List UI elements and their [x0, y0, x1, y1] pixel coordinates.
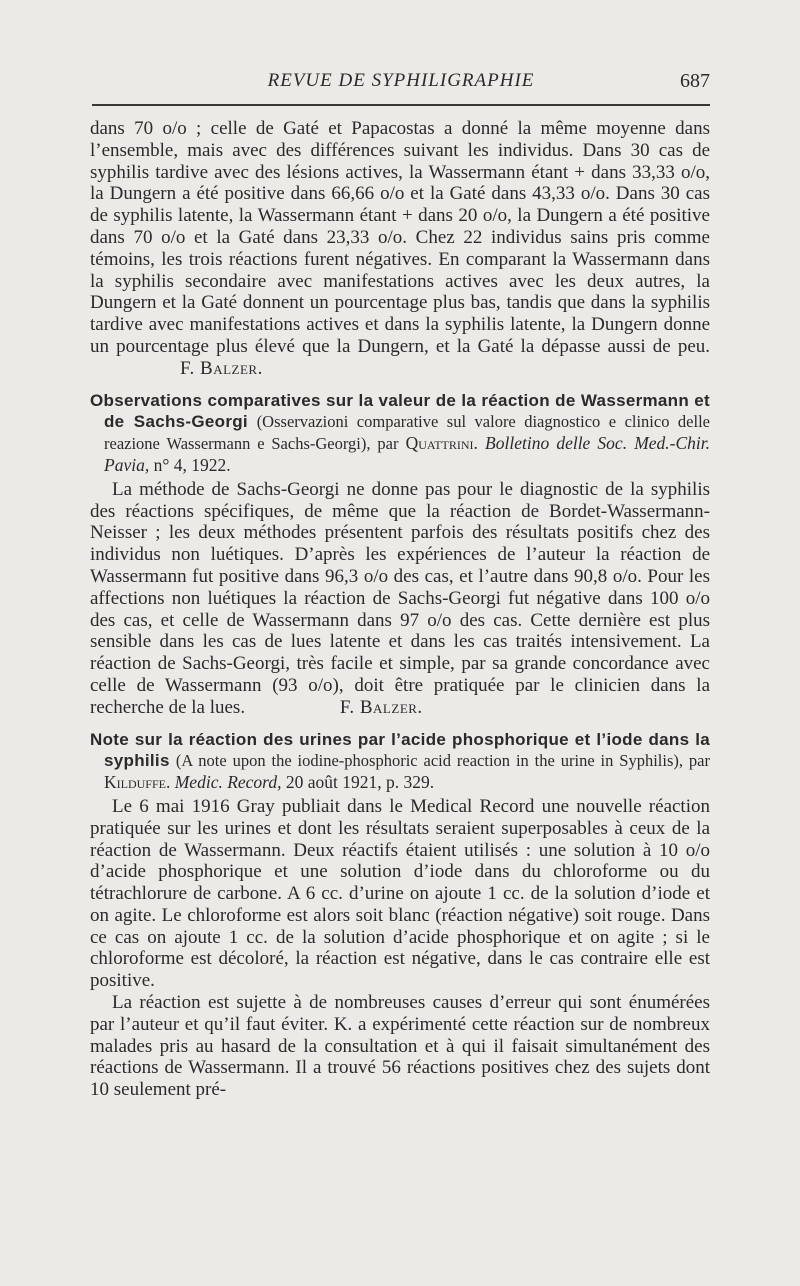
paragraph-text: La réaction est sujette à de nombreuses causes d’erreur qui sont énumérées par l’auteur et qu’il faut éviter. K. a expérimenté cette réaction sur de nombreux malades pris au hasard de la consultation et à qui il faisait simultanément des réactions de Wassermann. Il a trouvé 56 réactions positives chez des sujets dont 10 seulement pré- — [90, 992, 710, 1101]
article-paragraph — [90, 796, 710, 992]
article-author: Kilduffe. — [104, 772, 171, 793]
article-issue: n° 4, 1922. — [153, 454, 231, 475]
article-translation: (A note upon the iodine-phosphoric acid reaction in the urine in Syphilis), par — [175, 751, 710, 771]
paragraph-text: dans 70 o/o ; celle de Gaté et Papacostas a donné la même moyenne dans l’ensemble, mais avec des différences suivant les individus. Dans 30 cas de syphilis tardive avec des lésions actives, la Wassermann étant + dans 33,33 o/o, la Dungern a été positive dans 66,66 o/o et la Gaté dans 43,33 o/o. Dans 30 cas de syphilis latente, la Wassermann étant + dans 20 o/o, la Dungern a été positive dans 70 o/o et la Gaté dans 23,33 o/o. Chez 22 individus sains pris comme témoins, les trois réactions furent négatives. En comparant la Wassermann dans la syphilis secondaire avec manifestations actives avec les deux autres, la Dungern et la Gaté donnent un pourcentage plus bas, tandis que dans la syphilis tardive avec manifestations actives et dans la syphilis latente, la Dungern donne un pourcentage plus élevé que la Dungern, et la Gaté la dépasse aussi de peu. — [90, 118, 710, 357]
article-heading — [90, 729, 710, 794]
article-heading — [90, 390, 710, 477]
article-title: Observations comparatives sur la valeur de la réaction de Wassermann et de Sachs-Georgi — [90, 390, 710, 432]
header-rule — [92, 104, 710, 106]
page-header — [92, 70, 710, 96]
article-source: Medic. Record, — [174, 772, 282, 793]
article-translation: (Osservazioni comparative sul valore diagnostico e clinico delle reazione Wassermann e Sachs-Georgi), par — [104, 412, 710, 454]
page-number: 687 — [680, 70, 710, 92]
page-body — [90, 118, 710, 1101]
article-issue: 20 août 1921, p. 329. — [285, 772, 435, 793]
article-title: Note sur la réaction des urines par l’acide phosphorique et l’iode dans la syphilis — [90, 729, 710, 771]
continued-paragraph — [90, 118, 710, 380]
article-paragraph — [90, 479, 710, 719]
article-paragraph — [90, 992, 710, 1101]
signature: F. Balzer. — [339, 696, 423, 718]
article-source: Bolletino delle Soc. Med.-Chir. Pavia, — [104, 433, 711, 475]
signature: F. Balzer. — [180, 357, 263, 379]
paragraph-text: La méthode de Sachs-Georgi ne donne pas pour le diagnostic de la syphilis des réactions spécifiques, de même que la réaction de Bordet-Wassermann-Neisser ; les deux méthodes présentent parfois des résultats positifs chez des individus non luétiques. D’après les expériences de l’auteur la réaction de Wassermann fut positive dans 96,3 o/o des cas, et l’autre dans 90,8 o/o. Pour les affections non luétiques la réaction de Sachs-Georgi fut négative dans 100 o/o des cas, et celle de Wassermann dans 97 o/o des cas. Cette dernière est plus sensible dans les cas de lues latente et dans les cas traités intensivement. La réaction de Sachs-Georgi, très facile et simple, par sa grande concordance avec celle de Wassermann (93 o/o), doit être pratiquée par le clinicien dans la recherche de la lues. — [90, 478, 710, 718]
article-author: Quattrini. — [405, 433, 478, 454]
running-title: REVUE DE SYPHILIGRAPHIE — [267, 70, 535, 91]
paragraph-text: Le 6 mai 1916 Gray publiait dans le Medical Record une nouvelle réaction pratiquée sur les urines et dont les résultats seraient superposables à ceux de la réaction de Wassermann. Deux réactifs étaient utilisés : une solution à 10 o/o d’acide phosphorique et une solution d’iode dans du chloroforme ou du tétrachlorure de carbone. A 6 cc. d’urine on ajoute 1 cc. de la solution d’iode et on agite. Le chloroforme est alors soit blanc (réaction négative) soit rouge. Dans ce cas on ajoute 1 cc. de la solution d’acide phosphorique et on agite ; si le chloroforme est décoloré, la réaction est négative, dans le cas contraire elle est positive. — [90, 795, 710, 992]
